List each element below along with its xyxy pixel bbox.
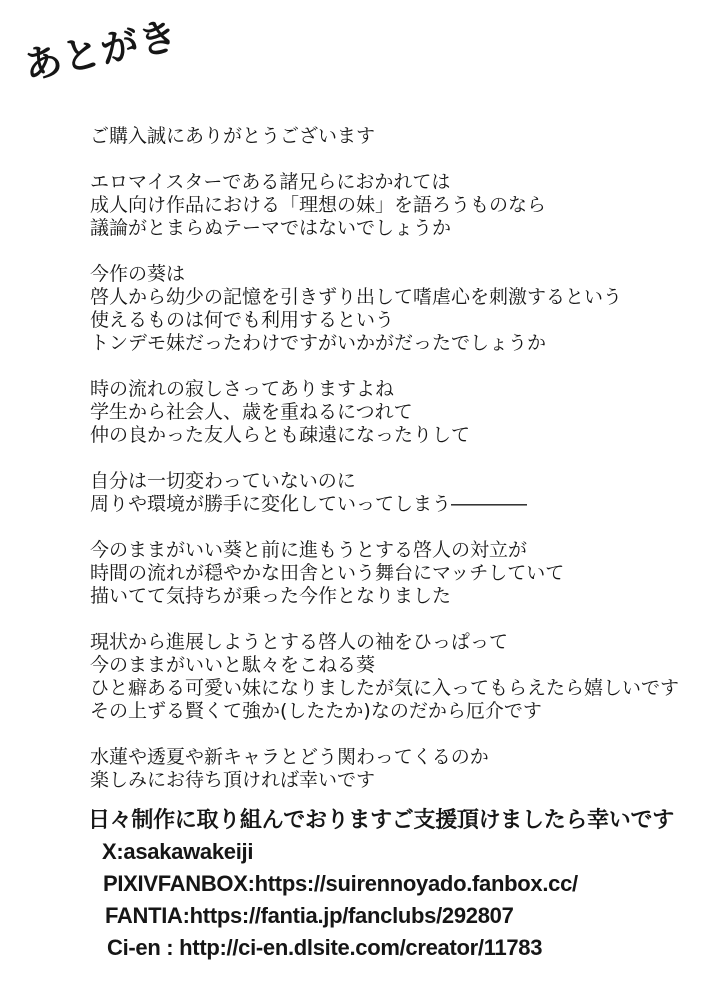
ci-en-url: Ci-en : http://ci-en.dlsite.com/creator/11783 — [107, 935, 543, 960]
support-message: 日々制作に取り組んでおりますご支援頂けましたら幸いです — [88, 807, 674, 832]
body-line: 仲の良かった友人らとも疎遠になったりして — [90, 424, 471, 446]
body-line: 周りや環境が勝手に変化していってしまう―――― — [90, 493, 528, 515]
body-line: 自分は一切変わっていないのに — [90, 470, 356, 492]
body-line: その上ずる賢くて強か(したたか)なのだから厄介です — [90, 700, 542, 722]
body-line: ご購入誠にありがとうございます — [90, 125, 376, 147]
body-line: ひと癖ある可愛い妹になりましたが気に入ってもらえたら嬉しいです — [90, 677, 680, 699]
body-line: 使えるものは何でも利用するという — [90, 309, 395, 331]
body-line: 今のままがいいと駄々をこねる葵 — [90, 654, 376, 676]
body-line: 描いてて気持ちが乗った今作となりました — [90, 585, 452, 607]
body-line: 現状から進展しようとする啓人の袖をひっぱって — [90, 631, 509, 653]
body-line: 今のままがいい葵と前に進もうとする啓人の対立が — [90, 539, 528, 561]
body-line: 時の流れの寂しさってありますよね — [90, 378, 395, 400]
body-line: 学生から社会人、歳を重ねるにつれて — [90, 401, 413, 423]
pixiv-fanbox-url: PIXIVFANBOX:https://suirennoyado.fanbox.cc/ — [103, 871, 578, 896]
body-line: 今作の葵は — [90, 263, 186, 285]
support-links-footer — [88, 804, 674, 964]
body-line: 水蓮や透夏や新キャラとどう関わってくるのか — [90, 746, 489, 768]
body-line: 楽しみにお待ち頂ければ幸いです — [90, 769, 376, 791]
body-line: 成人向け作品における「理想の妹」を語ろうものなら — [90, 194, 547, 216]
body-line: トンデモ妹だったわけですがいかがだったでしょうか — [90, 332, 547, 354]
page-title: あとがき — [20, 12, 182, 89]
fantia-url: FANTIA:https://fantia.jp/fanclubs/292807 — [105, 903, 514, 928]
x-account: X:asakawakeiji — [102, 839, 254, 864]
body-line: 啓人から幼少の記憶を引きずり出して嗜虐心を刺激するという — [90, 286, 623, 308]
body-line: 時間の流れが穏やかな田舎という舞台にマッチしていて — [90, 562, 565, 584]
afterword-body — [90, 102, 700, 815]
body-line: エロマイスターである諸兄らにおかれては — [90, 171, 451, 193]
body-line: 議論がとまらぬテーマではないでしょうか — [90, 217, 452, 239]
